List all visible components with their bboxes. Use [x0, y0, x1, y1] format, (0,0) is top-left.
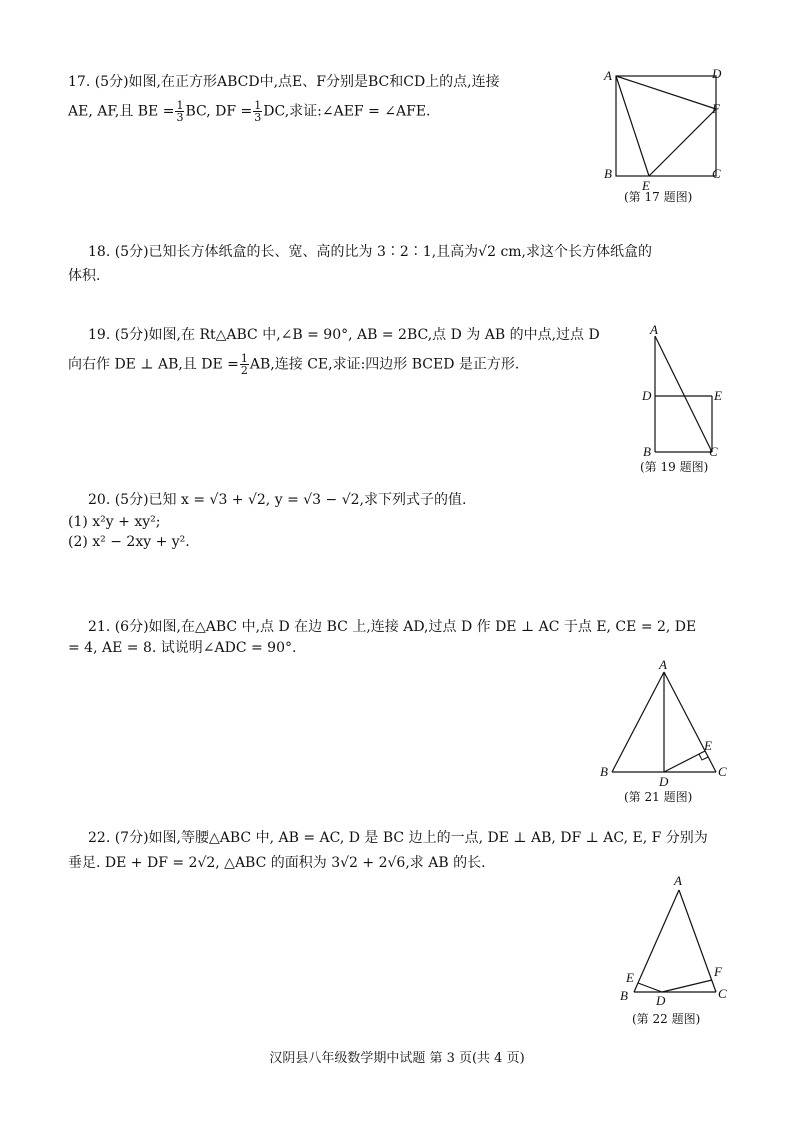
p21-caption: (第 21 题图): [624, 790, 693, 804]
label-d: D: [656, 993, 666, 1008]
label-c: C: [718, 986, 727, 1001]
label-a: A: [659, 657, 667, 672]
label-c: C: [712, 166, 721, 181]
label-b: B: [643, 444, 651, 459]
p20-item2: (2) x² − 2xy + y².: [68, 534, 190, 550]
label-d: D: [712, 66, 722, 81]
label-a: A: [650, 322, 658, 337]
p17-frac2: $\frac{1}{3}$: [254, 99, 262, 124]
p17-frac1: $\frac{1}{3}$: [176, 99, 184, 124]
p19-line2-a: 向右作 DE ⊥ AB,且 DE =: [68, 356, 239, 373]
p17-line2-a: AE, AF,且 BE =: [68, 103, 175, 120]
p19-line2: [68, 353, 519, 376]
segment-ac: [664, 672, 716, 772]
p17-line2-c: DC,求证:∠AEF = ∠AFE.: [263, 103, 431, 120]
label-b: B: [600, 764, 608, 779]
p19-figure: [638, 322, 738, 462]
label-b: B: [604, 166, 612, 181]
page-footer: 汉阴县八年级数学期中试题 第 3 页(共 4 页): [269, 1051, 525, 1066]
p19-line2-b: AB,连接 CE,求证:四边形 BCED 是正方形.: [249, 356, 520, 373]
segment-de: [638, 983, 662, 992]
p17-figure: [598, 66, 734, 196]
p17-line2: [68, 100, 430, 123]
p19-line1: 19. (5分)如图,在 Rt△ABC 中,∠B = 90°, AB = 2BC,点 D 为 AB 的中点,过点 D: [88, 327, 600, 343]
square-abcd: [616, 76, 716, 176]
label-f: F: [714, 964, 722, 979]
p17-caption: (第 17 题图): [624, 190, 693, 204]
segment-ab: [634, 890, 679, 992]
p17-line1: 17. (5分)如图,在正方形ABCD中,点E、F分别是BC和CD上的点,连接: [68, 74, 500, 90]
segment-df: [662, 980, 712, 992]
p22-line2: 垂足. DE + DF = 2√2, △ABC 的面积为 3√2 + 2√6,求 AB 的长.: [68, 855, 486, 871]
p20-line1: 20. (5分)已知 x = √3 + √2, y = √3 − √2,求下列式子的值.: [88, 492, 467, 508]
p21-figure: [598, 656, 738, 786]
label-e: E: [714, 388, 722, 403]
label-c: C: [709, 444, 718, 459]
label-a: A: [674, 873, 682, 888]
segment-ac: [655, 336, 712, 452]
p22-figure: [616, 872, 736, 1012]
segment-ef: [649, 109, 716, 176]
p20-item1: (1) x²y + xy²;: [68, 514, 161, 530]
segment-af: [616, 76, 716, 109]
p18-line1: 18. (5分)已知长方体纸盒的长、宽、高的比为 3∶2∶1,且高为√2 cm,求这个长方体纸盒的: [88, 244, 653, 260]
p17-line2-b: BC, DF =: [185, 103, 253, 120]
p18-line2: 体积.: [68, 268, 101, 284]
label-e: E: [642, 178, 650, 193]
label-a: A: [604, 68, 612, 83]
p21-line1: 21. (6分)如图,在△ABC 中,点 D 在边 BC 上,连接 AD,过点 D 作 DE ⊥ AC 于点 E, CE = 2, DE: [88, 619, 697, 635]
label-d: D: [659, 774, 669, 786]
label-f: F: [712, 101, 720, 116]
p19-caption: (第 19 题图): [640, 460, 709, 474]
p21-line2: = 4, AE = 8. 试说明∠ADC = 90°.: [68, 640, 297, 656]
segment-ae: [616, 76, 649, 176]
label-e: E: [704, 738, 712, 753]
label-e: E: [626, 970, 634, 985]
label-d: D: [642, 388, 652, 403]
segment-ab: [612, 672, 664, 772]
p22-caption: (第 22 题图): [632, 1012, 701, 1026]
segment-ac: [679, 890, 716, 992]
p19-frac: $\frac{1}{2}$: [240, 352, 248, 377]
label-b: B: [620, 988, 628, 1003]
label-c: C: [718, 764, 727, 779]
p22-line1: 22. (7分)如图,等腰△ABC 中, AB = AC, D 是 BC 边上的一点, DE ⊥ AB, DF ⊥ AC, E, F 分别为: [88, 830, 708, 846]
